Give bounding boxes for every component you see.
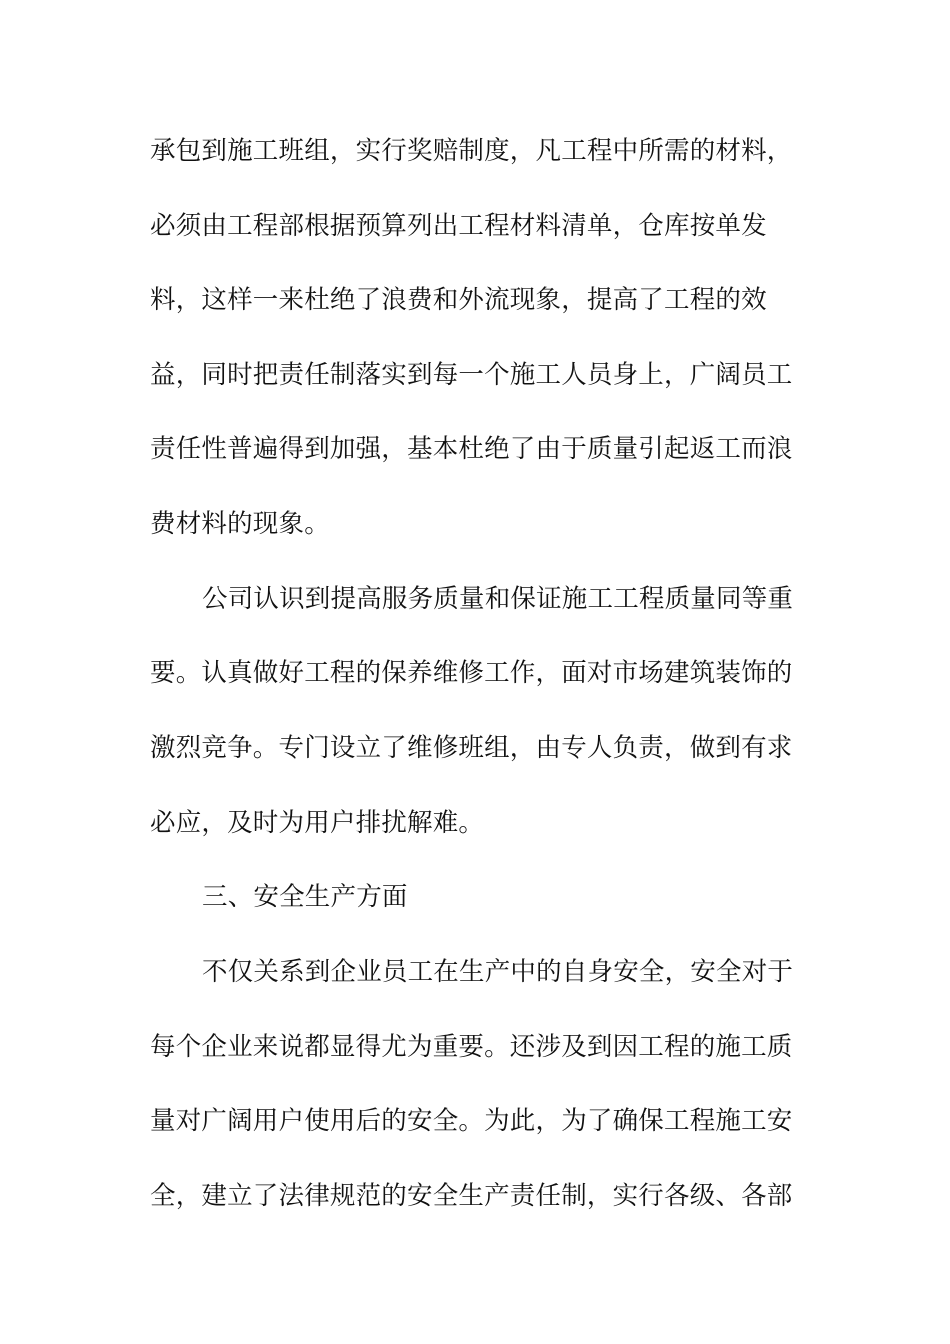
paragraph-line: 每个企业来说都显得尤为重要。还涉及到因工程的施工质 [150, 1032, 793, 1062]
paragraph-line: 不仅关系到企业员工在生产中的自身安全，安全对于 [202, 957, 794, 987]
paragraph-line: 全，建立了法律规范的安全生产责任制，实行各级、各部 [150, 1181, 793, 1211]
paragraph-line: 激烈竞争。专门设立了维修班组，由专人负责，做到有求 [150, 733, 793, 763]
paragraph-line: 量对广阔用户使用后的安全。为此，为了确保工程施工安 [150, 1106, 793, 1136]
paragraph-line: 责任性普遍得到加强，基本杜绝了由于质量引起返工而浪 [150, 434, 793, 464]
section-heading: 三、安全生产方面 [202, 882, 408, 912]
paragraph-line: 要。认真做好工程的保养维修工作，面对市场建筑装饰的 [150, 658, 793, 688]
paragraph-line: 必应，及时为用户排扰解难。 [150, 808, 485, 838]
paragraph-line: 料，这样一来杜绝了浪费和外流现象，提高了工程的效 [150, 285, 767, 315]
paragraph-line: 公司认识到提高服务质量和保证施工工程质量同等重 [202, 584, 794, 614]
paragraph-line: 承包到施工班组，实行奖赔制度，凡工程中所需的材料， [150, 136, 793, 166]
paragraph-line: 益，同时把责任制落实到每一个施工人员身上，广阔员工 [150, 360, 793, 390]
paragraph-line: 必须由工程部根据预算列出工程材料清单，仓库按单发 [150, 211, 767, 241]
paragraph-line: 费材料的现象。 [150, 509, 330, 539]
